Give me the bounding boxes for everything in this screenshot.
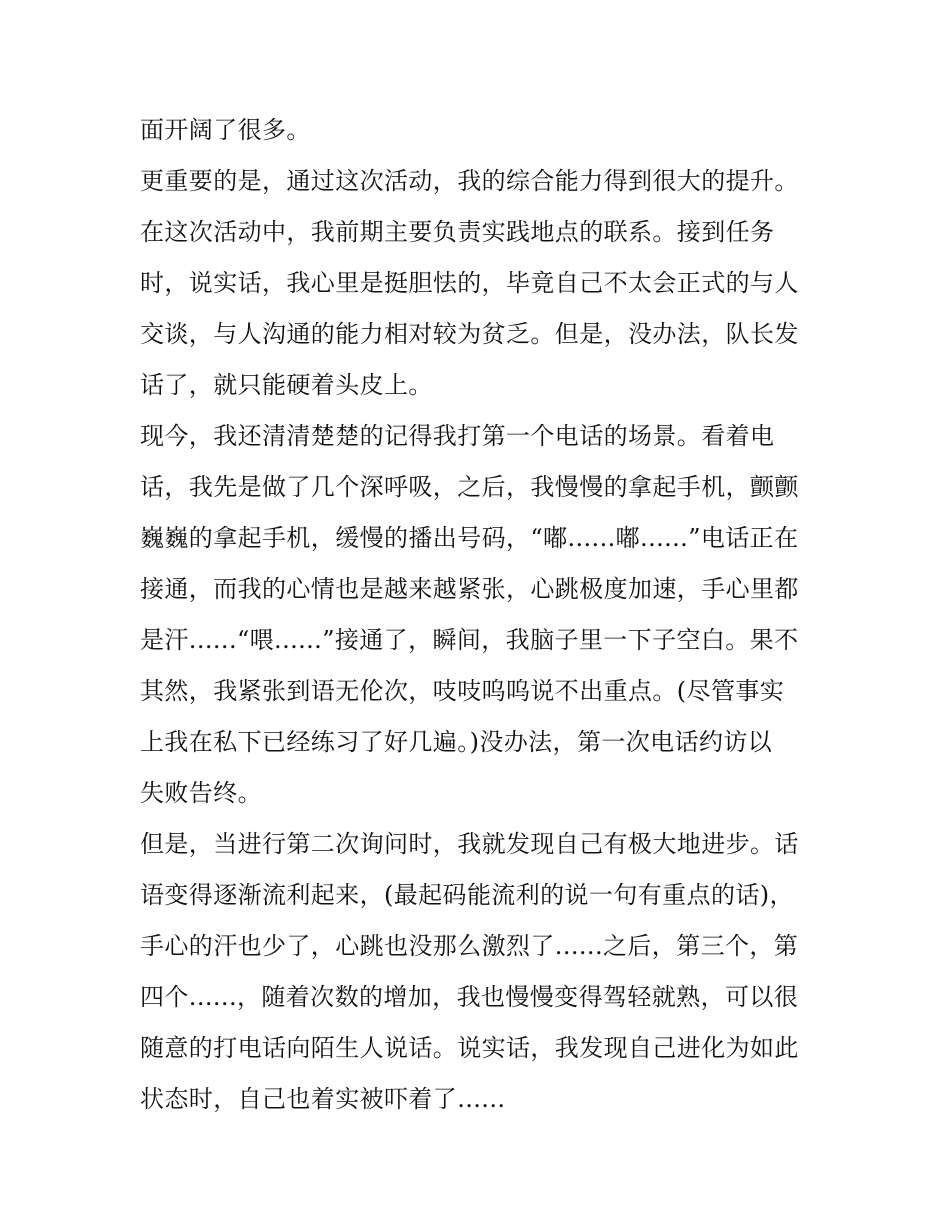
text-line-9: 巍巍的拿起手机，缓慢的播出号码，“嘟......嘟......”电话正在 [140,524,799,552]
text-line-2: 更重要的是，通过这次活动，我的综合能力得到很大的提升。 [140,167,799,195]
text-line-13: 上我在私下已经练习了好几遍。)没办法，第一次电话约访以 [140,728,773,756]
text-line-3: 在这次活动中，我前期主要负责实践地点的联系。接到任务 [140,218,775,246]
text-line-1: 面开阔了很多。 [140,116,311,144]
text-line-7: 现今，我还清清楚楚的记得我打第一个电话的场景。看着电 [140,422,775,450]
text-line-16: 语变得逐渐流利起来，(最起码能流利的说一句有重点的话)， [140,881,794,909]
text-line-10: 接通，而我的心情也是越来越紧张，心跳极度加速，手心里都 [140,575,799,603]
text-line-8: 话，我先是做了几个深呼吸，之后，我慢慢的拿起手机，颤颤 [140,473,799,501]
text-line-19: 随意的打电话向陌生人说话。说实话，我发现自己进化为如此 [140,1034,799,1062]
text-line-18: 四个......，随着次数的增加，我也慢慢变得驾轻就熟，可以很 [140,983,799,1011]
document-body [140,105,830,1125]
text-line-20: 状态时，自己也着实被吓着了...... [140,1085,506,1113]
text-line-5: 交谈，与人沟通的能力相对较为贫乏。但是，没办法，队长发 [140,320,799,348]
text-line-11: 是汗......“喂......”接通了，瞬间，我脑子里一下子空白。果不 [140,626,799,654]
text-line-17: 手心的汗也少了，心跳也没那么激烈了......之后，第三个，第 [140,932,799,960]
text-line-15: 但是，当进行第二次询问时，我就发现自己有极大地进步。话 [140,830,799,858]
text-line-14: 失败告终。 [140,779,262,807]
text-line-12: 其然，我紧张到语无伦次，吱吱呜呜说不出重点。(尽管事实 [140,677,785,705]
text-line-4: 时，说实话，我心里是挺胆怯的，毕竟自己不太会正式的与人 [140,269,799,297]
text-line-6: 话了，就只能硬着头皮上。 [140,371,433,399]
